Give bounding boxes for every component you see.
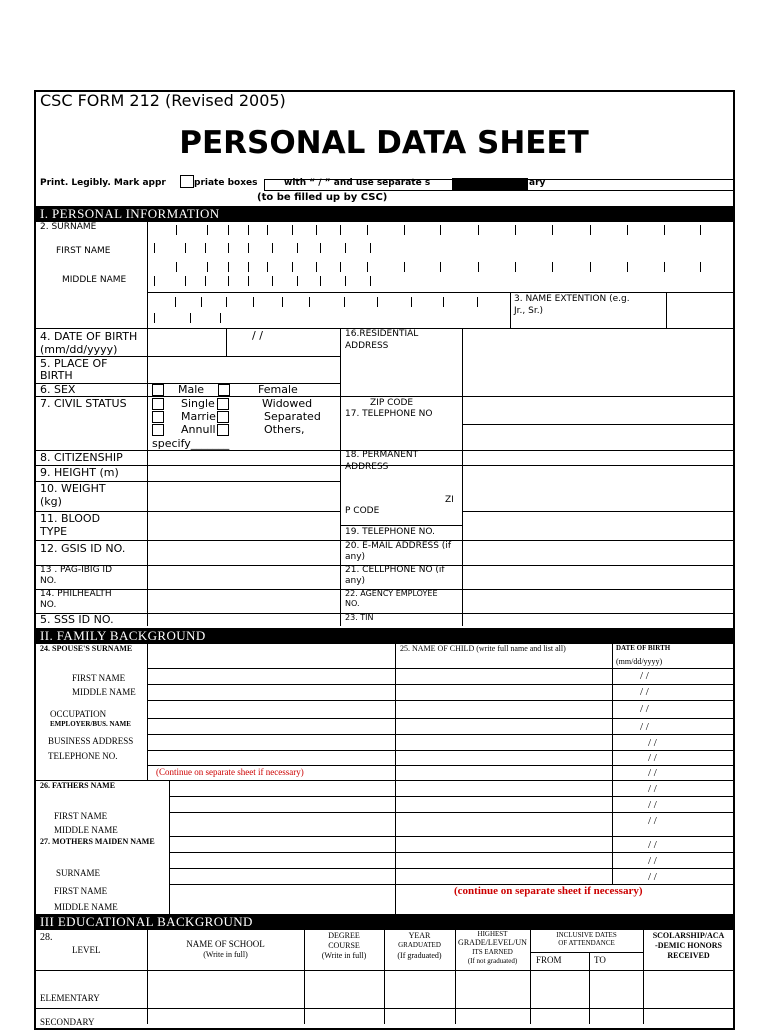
weight-label-2: (kg) (40, 495, 62, 508)
highest-header-2: GRADE/LEVEL/UN (458, 938, 527, 947)
elementary-label: ELEMENTARY (40, 993, 100, 1003)
permanent-address-label-2: ADDRESS (345, 462, 389, 472)
weight-label: 10. WEIGHT (40, 482, 106, 495)
spouse-middle-name-label: MIDDLE NAME (72, 687, 136, 697)
school-header: NAME OF SCHOOL (186, 939, 265, 949)
employer-label: EMPLOYER/BUS. NAME (50, 720, 131, 728)
fathers-middle-name-label: MIDDLE NAME (54, 825, 118, 835)
dob-format: (mm/dd/yyyy) (40, 343, 118, 356)
residential-address-label: 16.RESIDENTIAL (345, 329, 419, 339)
pob-label-2: BIRTH (40, 369, 73, 382)
agency-employee-label: 22. AGENCY EMPLOYEE (345, 589, 438, 598)
philhealth-label-2: NO. (40, 600, 57, 610)
instructions-part-d: ary (529, 178, 546, 188)
married-label: Marrie (181, 410, 216, 423)
continue-note-right: (continue on separate sheet if necessary) (454, 885, 643, 897)
spouse-surname-label: 24. SPOUSE'S SURNAME (40, 644, 133, 653)
secondary-label: SECONDARY (40, 1017, 95, 1027)
sss-label: 5. SSS ID NO. (40, 613, 114, 626)
annulled-label: Annull (181, 423, 216, 436)
honors-header-3: RECEIVED (667, 951, 710, 960)
spouse-first-name-label: FIRST NAME (72, 673, 126, 683)
year-header-2: GRADUATED (398, 941, 441, 949)
female-checkbox[interactable] (218, 384, 230, 396)
dob-label: 4. DATE OF BIRTH (40, 330, 138, 343)
pagibig-label: 13 . PAG-IBIG ID (40, 565, 113, 575)
school-header-2: (Write in full) (203, 950, 248, 959)
highest-header-3: ITS EARNED (472, 948, 513, 956)
occupation-label: OCCUPATION (50, 709, 107, 719)
fathers-name-label: 26. FATHERS NAME (40, 781, 116, 790)
csc-note: (to be filled up by CSC) (257, 192, 388, 203)
telephone-17-label: 17. TELEPHONE NO (345, 409, 433, 419)
male-checkbox[interactable] (152, 384, 164, 396)
others-checkbox[interactable] (217, 424, 229, 436)
name-extension-label-2: Jr., Sr.) (514, 306, 544, 316)
separated-label: Separated (264, 410, 321, 423)
height-label: 9. HEIGHT (m) (40, 466, 119, 479)
blood-type-label-2: TYPE (40, 525, 68, 538)
residential-address-label-2: ADDRESS (345, 341, 389, 351)
widowed-checkbox[interactable] (217, 398, 229, 410)
tin-label: 23. TIN (345, 613, 374, 622)
mothers-surname-label: SURNAME (56, 868, 101, 878)
section-family-header: II. FAMILY BACKGROUND (36, 628, 733, 644)
zip-part-a: ZI (445, 495, 454, 505)
instructions-part-c: with “ / ” and use separate s (284, 178, 431, 188)
instructions-part-b: priate boxes (194, 178, 258, 188)
degree-header: DEGREE (328, 931, 360, 940)
dob-slashes: / / (252, 329, 263, 342)
section-personal-header: I. PERSONAL INFORMATION (36, 206, 733, 222)
mothers-name-label: 27. MOTHERS MAIDEN NAME (40, 837, 155, 846)
cellphone-label: 21. CELLPHONE NO (if (345, 565, 445, 575)
instructions-checkbox (180, 175, 194, 188)
cellphone-label-2: any) (345, 576, 366, 586)
sex-label: 6. SEX (40, 383, 76, 396)
middle-name-label: MIDDLE NAME (62, 275, 127, 285)
citizenship-label: 8. CITIZENSHIP (40, 451, 123, 464)
permanent-address-label: 18. PERMANENT (345, 450, 419, 460)
year-header-3: (If graduated) (397, 951, 442, 960)
others-label: Others, (264, 423, 305, 436)
highest-header: HIGHEST (477, 930, 508, 938)
gsis-label: 12. GSIS ID NO. (40, 542, 126, 555)
education-number: 28. (40, 932, 53, 943)
level-header: LEVEL (72, 945, 101, 955)
male-label: Male (178, 383, 205, 396)
married-checkbox[interactable] (152, 411, 164, 423)
personal-data-sheet-page: CSC FORM 212 (Revised 2005) PERSONAL DATA SHEET Print. Legibly. Mark appr priate boxes with “ / ” and use separate s ary (to be filled up by CSC) I. PERSONAL INFORMATION 2. SURNAME FIRST NAME MIDDLE NAME 3. NAME EXTENTION (e.g. Jr., Sr.) 4. DATE OF BIRTH (mm/dd/yyyy) / / 5. PLACE OF BIRTH 6. SEX Male Female 7. CIVIL STATUS Single Widowed Marrie Separated Annull Others, specify_______ 8. CITIZENSHIP 9. HEIGHT (m) 10. WEIGHT (kg) 11. BLOOD TYPE 12. GSIS ID NO. 13 . PAG-IBIG ID NO. 14. PHILHEALTH NO. 5. SSS ID NO. 16.RESIDENTIAL ADDRESS ZIP CODE 17. TELEPHONE NO 18. PERMANENT ADDRESS ZI P CODE 19. TELEPHONE NO. 20. E-MAIL ADDRESS (if any) 21. CELLPHONE NO (if any) 22. AGENCY EMPLOYEE NO. 23. TIN II. FAMILY BACKGROUND 24. SPOUSE'S SURNAME FIRST NAME MIDDLE NAME OCCUPATION EMPLOYER/BUS. NAME BUSINESS ADDRESS TELEPHONE NO. (Continue on separate sheet if necessary) 25. NAME OF CHILD (write full name and list all) DATE OF BIRTH (mm/dd/yyyy) / / / / / / / / / / / / / / / / / / / / / / / / / / 26. FATHERS NAME FIRST NAME MIDDLE NAME 27. MOTHERS MAIDEN NAME SURNAME FIRST NAME MIDDLE NAME (continue on separate sheet if necessary) III EDUCATIONAL BACKGROUND 28. LEVEL NAME OF SCHOOL (Write in full) DEGREE COURSE (Write in full) YEAR GRADUATED (If graduated) HIGHEST GRADE/LEVEL/UN ITS EARNED (If not graduated) INCLUSIVE DATES OF ATTENDANCE FROM TO SCOLARSHIP/ACA -DEMIC HONORS RECEIVED ELEMENTARY SECONDARY (0, 0, 768, 1024)
widowed-label: Widowed (262, 397, 313, 410)
degree-header-3: (Write in full) (321, 951, 367, 960)
zip-code-label: ZIP CODE (370, 398, 414, 408)
instructions-part-a: Print. Legibly. Mark appr (40, 178, 166, 188)
highest-header-4: (If not graduated) (467, 957, 518, 965)
child-name-label: 25. NAME OF CHILD (write full name and list all) (400, 644, 566, 653)
spouse-telephone-label: TELEPHONE NO. (48, 751, 118, 761)
degree-header-2: COURSE (328, 941, 360, 950)
single-label: Single (181, 397, 215, 410)
surname-label: 2. SURNAME (40, 222, 97, 232)
telephone-19-label: 19. TELEPHONE NO. (345, 527, 435, 537)
honors-header: SCOLARSHIP/ACA (652, 931, 725, 940)
name-extension-label: 3. NAME EXTENTION (e.g. (514, 294, 630, 304)
to-header: TO (594, 955, 606, 965)
agency-employee-label-2: NO. (345, 599, 360, 608)
child-dob-format: (mm/dd/yyyy) (616, 657, 663, 666)
blood-type-label: 11. BLOOD (40, 512, 101, 525)
fathers-first-name-label: FIRST NAME (54, 811, 108, 821)
page-title: PERSONAL DATA SHEET (179, 125, 589, 161)
pob-label: 5. PLACE OF (40, 357, 108, 370)
zip-part-b: P CODE (345, 506, 380, 516)
email-label-2: any) (345, 552, 366, 562)
female-label: Female (258, 383, 298, 396)
year-header: YEAR (408, 931, 431, 940)
form-code: CSC FORM 212 (Revised 2005) (40, 91, 286, 110)
inclusive-header-2: OF ATTENDANCE (558, 939, 615, 947)
honors-header-2: -DEMIC HONORS (655, 941, 722, 950)
mothers-middle-name-label: MIDDLE NAME (54, 902, 118, 912)
specify-field[interactable]: specify_______ (152, 437, 230, 450)
civil-status-label: 7. CIVIL STATUS (40, 397, 127, 410)
continue-note-left: (Continue on separate sheet if necessary) (156, 767, 304, 777)
single-checkbox[interactable] (152, 398, 164, 410)
business-address-label: BUSINESS ADDRESS (48, 736, 134, 746)
section-education-header: III EDUCATIONAL BACKGROUND (36, 914, 733, 930)
child-dob-label: DATE OF BIRTH (616, 644, 671, 652)
inclusive-header: INCLUSIVE DATES (556, 931, 617, 939)
annulled-checkbox[interactable] (152, 424, 164, 436)
email-label: 20. E-MAIL ADDRESS (if (345, 541, 451, 551)
redaction-block (452, 178, 528, 190)
pagibig-label-2: NO. (40, 576, 57, 586)
from-header: FROM (536, 955, 562, 965)
first-name-label: FIRST NAME (56, 246, 111, 256)
mothers-first-name-label: FIRST NAME (54, 886, 108, 896)
philhealth-label: 14. PHILHEALTH (40, 589, 112, 599)
separated-checkbox[interactable] (217, 411, 229, 423)
